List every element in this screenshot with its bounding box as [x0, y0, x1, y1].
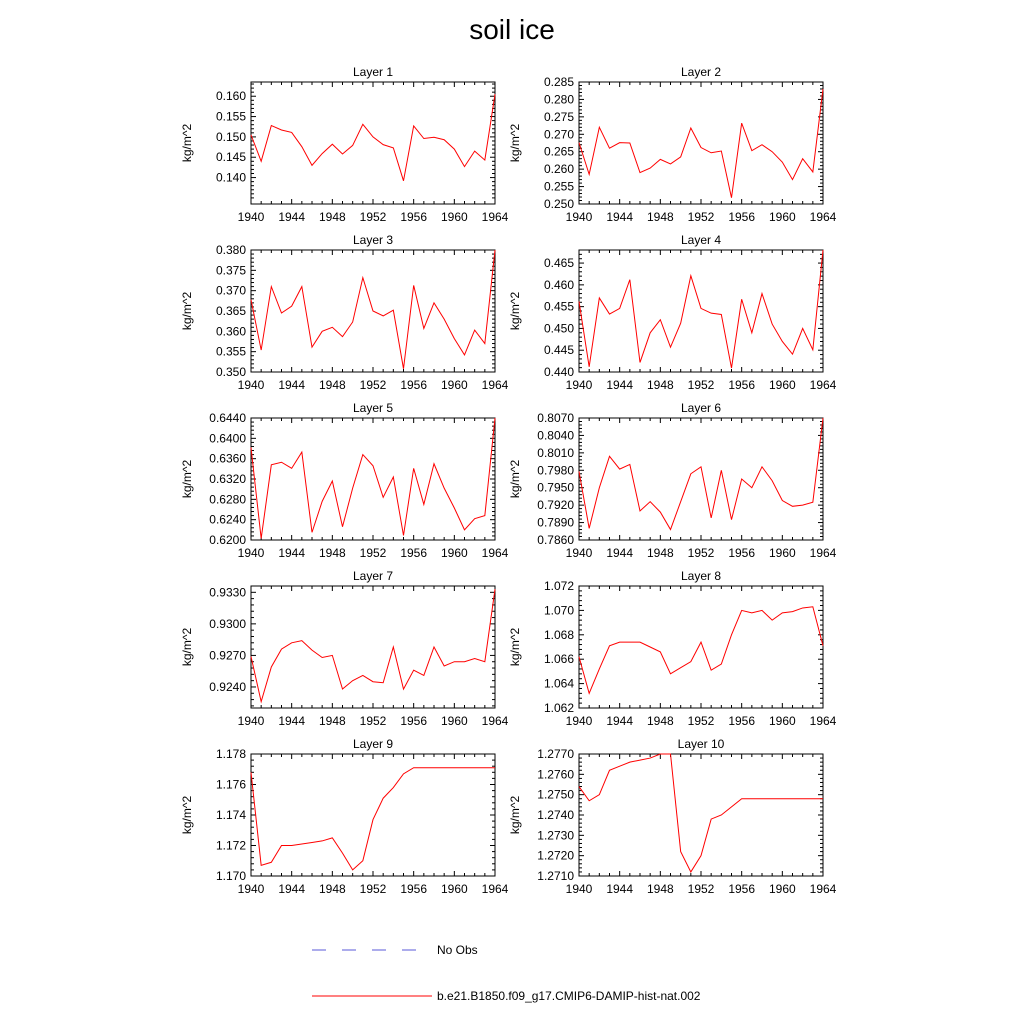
x-tick-label: 1956 — [400, 210, 428, 224]
y-tick-label: 0.6400 — [209, 431, 246, 446]
y-tick-label: 1.2720 — [537, 848, 574, 863]
y-tick-label: 1.062 — [543, 701, 574, 715]
x-tick-label: 1952 — [687, 714, 715, 728]
x-tick-label: 1960 — [440, 378, 468, 392]
x-tick-label: 1952 — [687, 378, 715, 392]
y-tick-label: 0.6240 — [209, 512, 246, 527]
y-tick-label: 1.172 — [215, 838, 246, 853]
plot-frame — [579, 754, 823, 876]
x-tick-label: 1952 — [687, 210, 715, 224]
x-tick-label: 1956 — [400, 378, 428, 392]
y-axis-label: kg/m^2 — [508, 459, 522, 499]
x-tick-label: 1944 — [606, 882, 634, 896]
x-tick-label: 1940 — [237, 882, 265, 896]
x-tick-label: 1944 — [606, 714, 634, 728]
y-tick-label: 0.285 — [543, 75, 574, 89]
y-tick-label: 0.6440 — [209, 411, 246, 425]
series-line — [579, 754, 823, 872]
plot-frame — [579, 82, 823, 204]
x-tick-label: 1948 — [646, 378, 674, 392]
panel-title: Layer 9 — [352, 737, 394, 751]
x-tick-label: 1944 — [606, 546, 634, 560]
x-tick-label: 1956 — [728, 378, 756, 392]
plot-frame — [251, 754, 495, 876]
x-tick-label: 1944 — [278, 210, 306, 224]
plot-frame — [579, 586, 823, 708]
y-tick-label: 0.8070 — [537, 411, 574, 425]
y-tick-label: 0.155 — [215, 109, 246, 124]
legend-label-no-obs: No Obs — [437, 943, 478, 957]
y-axis-label: kg/m^2 — [180, 795, 194, 835]
plot-frame — [251, 82, 495, 204]
panel-3 — [180, 233, 509, 392]
y-tick-label: 0.6320 — [209, 472, 246, 486]
y-tick-label: 0.280 — [543, 92, 574, 107]
panel-title: Layer 2 — [680, 65, 722, 79]
panel-2 — [508, 65, 837, 224]
y-tick-label: 0.265 — [543, 144, 574, 159]
x-tick-label: 1948 — [646, 714, 674, 728]
x-tick-label: 1948 — [318, 882, 346, 896]
y-tick-label: 0.275 — [543, 109, 574, 124]
y-tick-label: 0.255 — [543, 179, 574, 194]
panel-10 — [508, 737, 837, 896]
y-axis-label: kg/m^2 — [180, 123, 194, 163]
x-tick-label: 1956 — [728, 210, 756, 224]
x-tick-label: 1952 — [687, 546, 715, 560]
x-tick-label: 1948 — [646, 882, 674, 896]
x-tick-label: 1956 — [728, 882, 756, 896]
x-tick-label: 1940 — [565, 546, 593, 560]
y-tick-label: 1.2750 — [537, 787, 574, 802]
x-tick-label: 1956 — [400, 714, 428, 728]
y-axis-label: kg/m^2 — [508, 795, 522, 835]
y-tick-label: 0.160 — [215, 89, 246, 104]
panel-title: Layer 6 — [680, 401, 722, 415]
y-tick-label: 0.465 — [543, 256, 574, 271]
x-tick-label: 1952 — [359, 378, 387, 392]
x-tick-label: 1940 — [237, 378, 265, 392]
x-tick-label: 1960 — [768, 714, 796, 728]
x-tick-label: 1960 — [768, 546, 796, 560]
y-tick-label: 0.260 — [543, 162, 574, 177]
y-tick-label: 0.140 — [215, 170, 246, 185]
x-tick-label: 1960 — [768, 378, 796, 392]
y-tick-label: 0.9270 — [209, 648, 246, 663]
y-tick-label: 0.7950 — [537, 480, 574, 495]
y-tick-label: 0.7860 — [537, 533, 574, 547]
y-tick-label: 0.6200 — [209, 533, 246, 547]
y-tick-label: 0.9300 — [209, 616, 246, 631]
chart-title: soil ice — [469, 14, 555, 45]
panel-title: Layer 1 — [352, 65, 394, 79]
y-tick-label: 0.145 — [215, 150, 246, 165]
panel-5 — [180, 401, 509, 560]
x-tick-label: 1944 — [278, 714, 306, 728]
panel-title: Layer 8 — [680, 569, 722, 583]
y-axis-label: kg/m^2 — [508, 291, 522, 331]
y-tick-label: 1.068 — [543, 627, 574, 642]
y-tick-label: 1.176 — [215, 777, 246, 792]
x-tick-label: 1952 — [359, 882, 387, 896]
x-tick-label: 1948 — [646, 210, 674, 224]
x-tick-label: 1964 — [481, 378, 509, 392]
y-axis-label: kg/m^2 — [508, 123, 522, 163]
y-tick-label: 0.380 — [215, 243, 246, 257]
x-tick-label: 1944 — [278, 378, 306, 392]
y-tick-label: 0.355 — [215, 344, 246, 359]
x-tick-label: 1940 — [237, 210, 265, 224]
y-tick-label: 0.365 — [215, 304, 246, 318]
x-tick-label: 1960 — [440, 546, 468, 560]
y-tick-label: 1.072 — [543, 579, 574, 593]
panel-title: Layer 3 — [352, 233, 394, 247]
y-tick-label: 0.360 — [215, 324, 246, 339]
y-tick-label: 0.440 — [543, 365, 574, 379]
legend-swatch-run — [310, 990, 434, 1002]
x-tick-label: 1960 — [768, 882, 796, 896]
x-tick-label: 1952 — [687, 882, 715, 896]
panel-title: Layer 10 — [677, 737, 725, 751]
series-line — [251, 589, 495, 702]
y-tick-label: 0.250 — [543, 197, 574, 211]
x-tick-label: 1948 — [318, 210, 346, 224]
x-tick-label: 1940 — [565, 378, 593, 392]
x-tick-label: 1940 — [237, 714, 265, 728]
y-tick-label: 0.7890 — [537, 515, 574, 530]
y-tick-label: 0.350 — [215, 365, 246, 379]
y-tick-label: 0.370 — [215, 283, 246, 298]
panel-9 — [180, 737, 509, 896]
y-tick-label: 1.2760 — [537, 767, 574, 782]
x-tick-label: 1964 — [809, 714, 837, 728]
panel-8 — [508, 569, 837, 728]
panel-1 — [180, 65, 509, 224]
x-tick-label: 1956 — [728, 546, 756, 560]
y-axis-label: kg/m^2 — [180, 459, 194, 499]
x-tick-label: 1944 — [278, 546, 306, 560]
series-line — [251, 418, 495, 538]
y-tick-label: 0.6360 — [209, 451, 246, 466]
x-tick-label: 1948 — [318, 378, 346, 392]
y-tick-label: 0.8010 — [537, 445, 574, 460]
plot-frame — [251, 586, 495, 708]
x-tick-label: 1956 — [400, 546, 428, 560]
y-tick-label: 0.9330 — [209, 585, 246, 600]
y-tick-label: 0.7920 — [537, 498, 574, 513]
y-tick-label: 0.270 — [543, 127, 574, 142]
x-tick-label: 1940 — [565, 882, 593, 896]
x-tick-label: 1956 — [400, 882, 428, 896]
x-tick-label: 1964 — [481, 714, 509, 728]
series-line — [251, 250, 495, 369]
y-tick-label: 0.7980 — [537, 463, 574, 478]
y-tick-label: 1.2740 — [537, 808, 574, 822]
x-tick-label: 1952 — [359, 546, 387, 560]
y-tick-label: 1.070 — [543, 603, 574, 618]
x-tick-label: 1960 — [440, 210, 468, 224]
y-tick-label: 0.8040 — [537, 428, 574, 443]
x-tick-label: 1940 — [237, 546, 265, 560]
legend-swatch-no-obs — [310, 944, 430, 956]
series-line — [579, 418, 823, 530]
y-tick-label: 0.450 — [543, 321, 574, 336]
x-tick-label: 1944 — [278, 882, 306, 896]
panel-7 — [180, 569, 509, 728]
x-tick-label: 1948 — [318, 714, 346, 728]
x-tick-label: 1960 — [440, 714, 468, 728]
legend-label-run: b.e21.B1850.f09_g17.CMIP6-DAMIP-hist-nat.002 — [437, 989, 701, 1003]
x-tick-label: 1948 — [646, 546, 674, 560]
plot-frame — [251, 418, 495, 540]
y-tick-label: 1.2770 — [537, 747, 574, 761]
y-tick-label: 1.066 — [543, 652, 574, 667]
x-tick-label: 1960 — [768, 210, 796, 224]
x-tick-label: 1952 — [359, 714, 387, 728]
x-tick-label: 1956 — [728, 714, 756, 728]
x-tick-label: 1964 — [809, 378, 837, 392]
y-tick-label: 0.375 — [215, 263, 246, 278]
panel-title: Layer 5 — [352, 401, 394, 415]
series-line — [251, 94, 495, 181]
y-tick-label: 0.460 — [543, 277, 574, 292]
x-tick-label: 1964 — [481, 882, 509, 896]
y-axis-label: kg/m^2 — [180, 627, 194, 667]
y-tick-label: 1.174 — [215, 808, 246, 822]
series-line — [579, 89, 823, 198]
x-tick-label: 1944 — [606, 210, 634, 224]
panel-4 — [508, 233, 837, 392]
x-tick-label: 1952 — [359, 210, 387, 224]
panel-title: Layer 7 — [352, 569, 394, 583]
y-tick-label: 1.178 — [215, 747, 246, 761]
x-tick-label: 1964 — [481, 210, 509, 224]
series-line — [579, 607, 823, 694]
series-line — [251, 768, 495, 870]
y-tick-label: 0.150 — [215, 129, 246, 144]
y-tick-label: 0.9240 — [209, 679, 246, 694]
y-tick-label: 1.170 — [215, 869, 246, 883]
x-tick-label: 1948 — [318, 546, 346, 560]
x-tick-label: 1964 — [809, 210, 837, 224]
x-tick-label: 1940 — [565, 210, 593, 224]
series-line — [579, 250, 823, 368]
x-tick-label: 1944 — [606, 378, 634, 392]
y-tick-label: 1.2730 — [537, 828, 574, 843]
y-tick-label: 1.2710 — [537, 869, 574, 883]
x-tick-label: 1964 — [481, 546, 509, 560]
x-tick-label: 1960 — [440, 882, 468, 896]
x-tick-label: 1964 — [809, 546, 837, 560]
plot-frame — [579, 418, 823, 540]
y-tick-label: 0.445 — [543, 343, 574, 358]
y-axis-label: kg/m^2 — [508, 627, 522, 667]
panel-6 — [508, 401, 837, 560]
y-tick-label: 0.6280 — [209, 492, 246, 507]
x-tick-label: 1940 — [565, 714, 593, 728]
y-tick-label: 1.064 — [543, 676, 574, 691]
y-tick-label: 0.455 — [543, 299, 574, 314]
x-tick-label: 1964 — [809, 882, 837, 896]
y-axis-label: kg/m^2 — [180, 291, 194, 331]
panel-title: Layer 4 — [680, 233, 722, 247]
